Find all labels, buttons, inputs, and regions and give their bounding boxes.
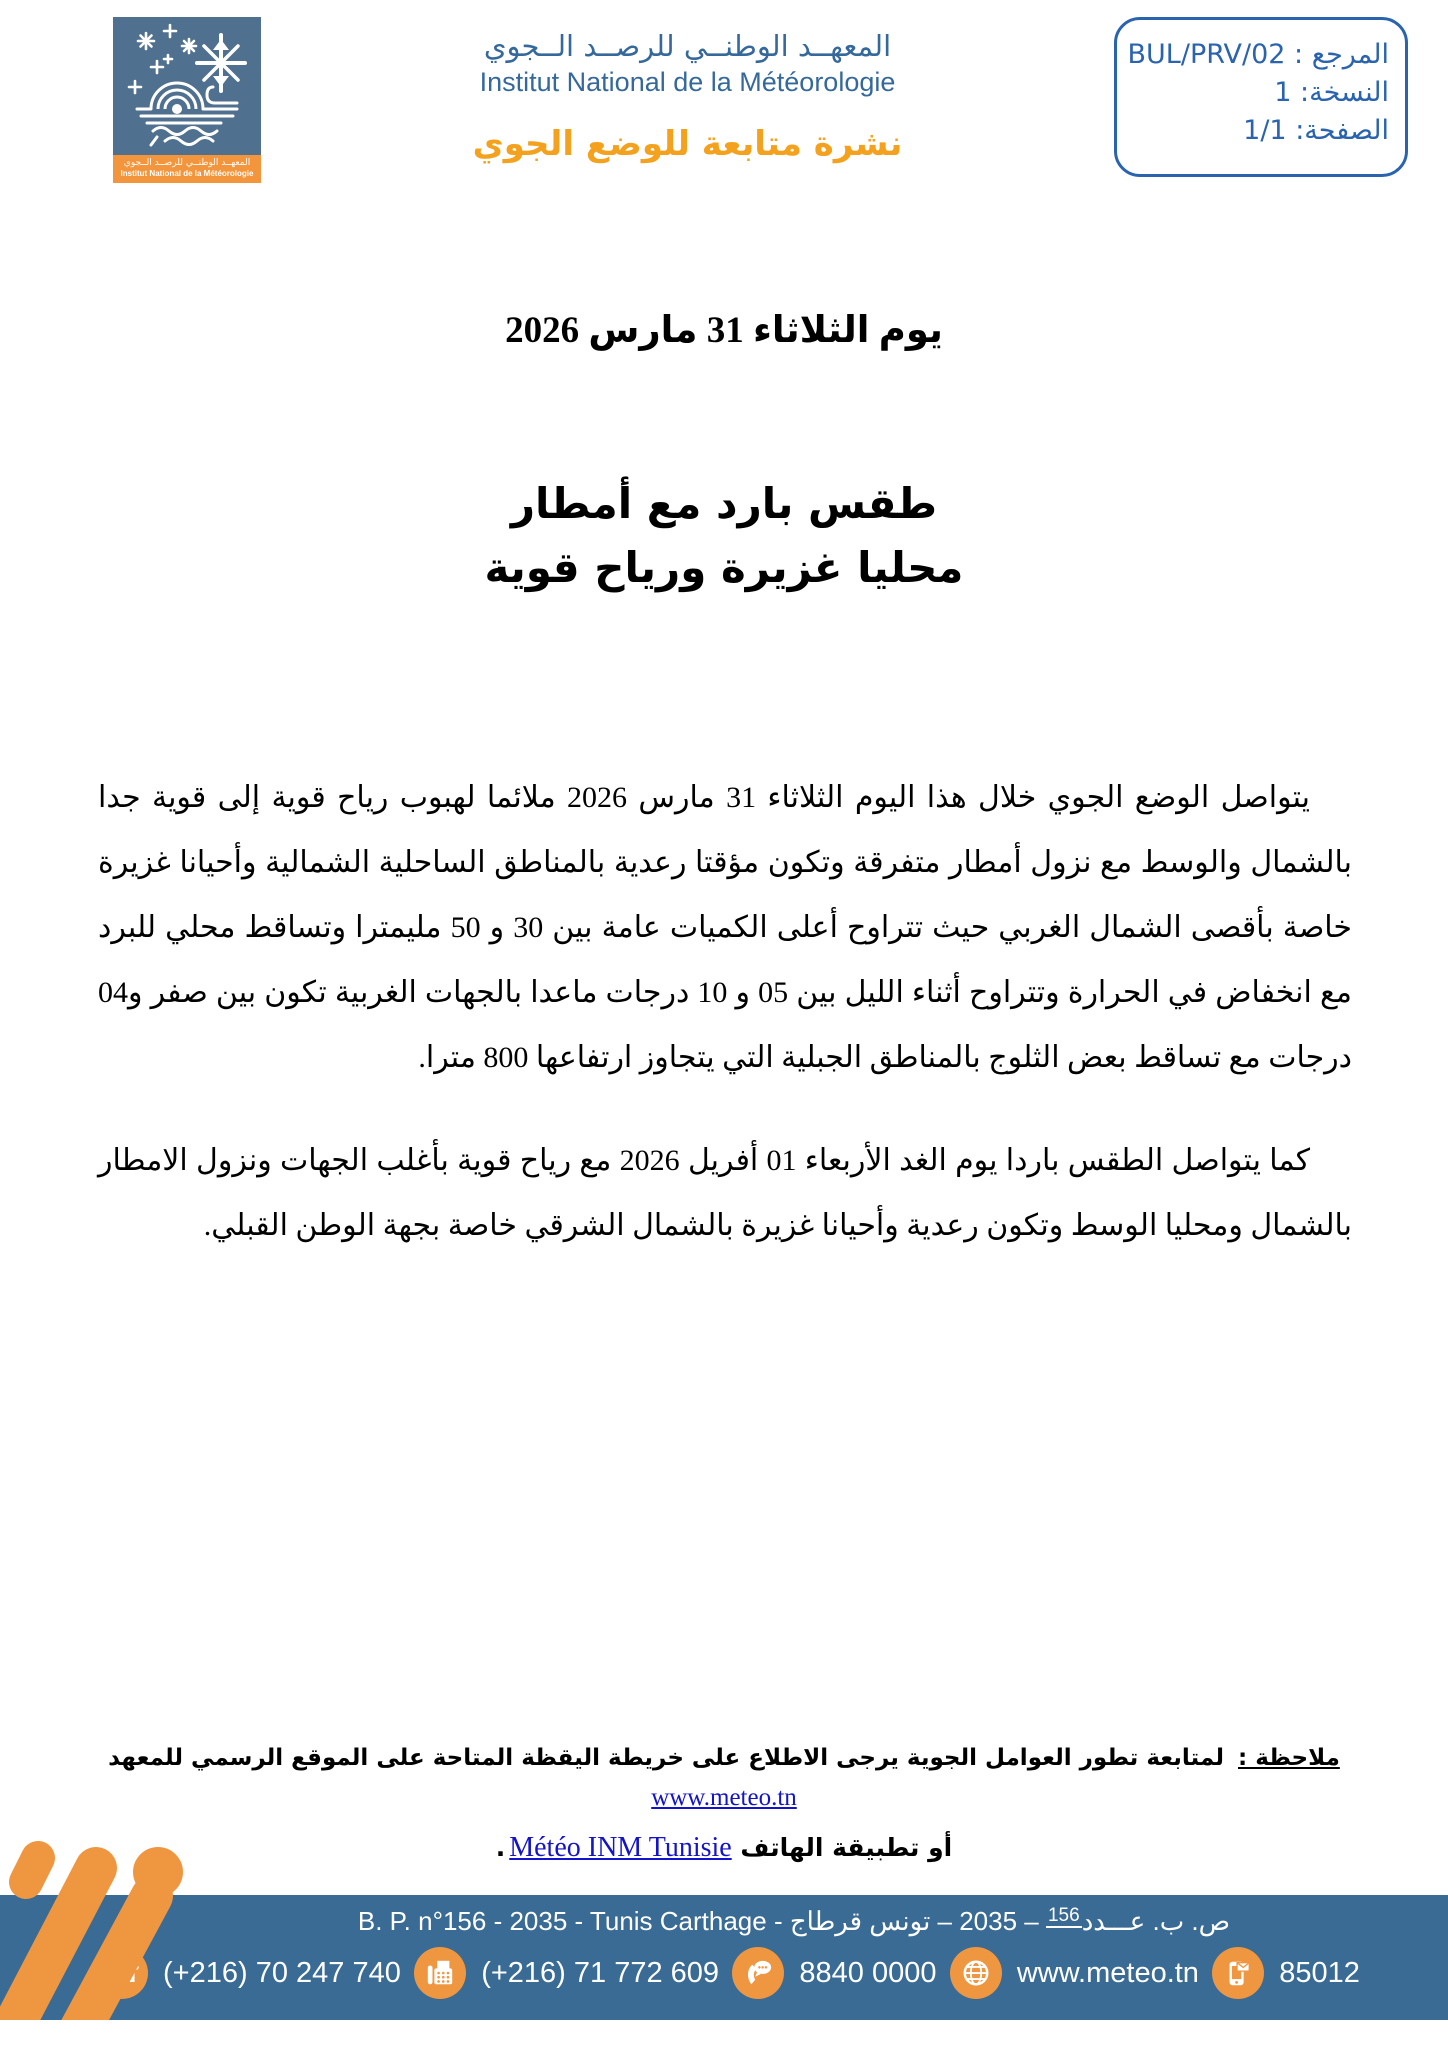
main-title	[0, 472, 1448, 600]
website-url: www.meteo.tn	[1016, 1956, 1199, 1989]
address-box-number: 156	[1047, 1905, 1080, 1926]
footer	[0, 1895, 1448, 2020]
note-line1	[80, 1738, 1368, 1818]
fax-number: (+216) 71 772 609	[481, 1956, 720, 1989]
sms-icon	[1212, 1947, 1264, 1999]
sms-number: 85012	[1279, 1956, 1360, 1989]
note-line2	[80, 1832, 1368, 1864]
body-paragraph-tomorrow: كما يتواصل الطقس باردا يوم الغد الأربعاء 01 أفريل 2026 مع رياح قوية بأغلب الجهات ونزول الامطار بالشمال ومحليا الوسط وتكون رعدية وأحيانا غزيرة بالشمال الشرقي خاصة بجهة الوطن القبلي.	[98, 1144, 1352, 1242]
bulletin-body	[98, 765, 1352, 1296]
org-name-french: Institut National de la Météorologie	[479, 67, 896, 97]
address-arabic-prefix: ص. ب. عـــدد	[1081, 1906, 1231, 1936]
note-section	[80, 1738, 1368, 1864]
header	[0, 17, 1448, 183]
date-heading: يوم الثلاثاء 31 مارس 2026	[505, 310, 943, 351]
page-number: الصفحة: 1/1	[1243, 115, 1389, 146]
fax-icon	[414, 1947, 466, 1999]
address-arabic-suffix: – 2035 – تونس قرطاج	[789, 1906, 1039, 1936]
app-link[interactable]: Météo INM Tunisie	[509, 1832, 732, 1863]
contact-call-center	[732, 1947, 936, 1999]
footer-address	[0, 1895, 1448, 1937]
contact-sms	[1212, 1947, 1360, 1999]
main-title-line2: محليا غزيرة ورياح قوية	[484, 543, 964, 592]
note-label: ملاحظة :	[1238, 1745, 1340, 1771]
address-arabic	[790, 1906, 1230, 1936]
inm-logo-artwork-icon	[113, 17, 261, 155]
contact-fax	[414, 1947, 719, 1999]
version-number: النسخة: 1	[1274, 77, 1389, 108]
globe-icon	[950, 1947, 1002, 1999]
website-link[interactable]: www.meteo.tn	[651, 1784, 797, 1811]
logo-caption	[113, 155, 261, 183]
logo-caption-arabic: المعهــد الوطنــي للرصــد الــجوي	[123, 158, 251, 168]
header-titles	[261, 17, 1114, 164]
inm-logo	[113, 17, 261, 183]
address-latin: B. P. n°156 - 2035 - Tunis Carthage -	[357, 1906, 783, 1936]
note-text: لمتابعة تطور العوامل الجوية يرجى الاطلاع على خريطة اليقظة المتاحة على الموقع الرسمي للمعهد	[108, 1745, 1224, 1771]
footer-contacts	[0, 1937, 1448, 1999]
reference-number: المرجع : BUL/PRV/02	[1127, 39, 1389, 70]
call-center-icon	[732, 1947, 784, 1999]
note-line2-period: .	[495, 1833, 506, 1862]
reference-box	[1114, 17, 1408, 177]
phone-number: (+216) 70 247 740	[163, 1956, 401, 1989]
org-name-arabic: المعهــد الوطنــي للرصــد الــجوي	[483, 29, 892, 63]
contact-phone	[96, 1947, 401, 1999]
main-title-line1: طقس بارد مع أمطار	[510, 479, 938, 528]
phone-icon: ☎	[96, 1947, 148, 1999]
body-paragraph-today: يتواصل الوضع الجوي خلال هذا اليوم الثلاثاء 31 مارس 2026 ملائما لهبوب رياح قوية إلى قوية جدا بالشمال والوسط مع نزول أمطار متفرقة وتكون مؤقتا رعدية بالمناطق الساحلية الشمالية وأحيانا غزيرة خاصة بأقصى الشمال الغربي حيث تتراوح أعلى الكميات عامة بين 30 و 50 مليمترا وتساقط محلي للبرد مع انخفاض في الحرارة وتتراوح أثناء الليل بين 05 و 10 درجات ماعدا بالجهات الغربية تكون بين صفر و04 درجات مع تساقط بعض الثلوج بالمناطق الجبلية التي يتجاوز ارتفاعها 800 مترا.	[98, 781, 1352, 1074]
contact-website	[950, 1947, 1199, 1999]
logo-caption-french: Institut National de la Météorologie	[120, 169, 254, 178]
call-center-number: 8840 0000	[799, 1956, 937, 1989]
bulletin-title: نشرة متابعة للوضع الجوي	[472, 124, 903, 164]
note-line2-prefix: أو تطبيقة الهاتف	[740, 1833, 953, 1862]
